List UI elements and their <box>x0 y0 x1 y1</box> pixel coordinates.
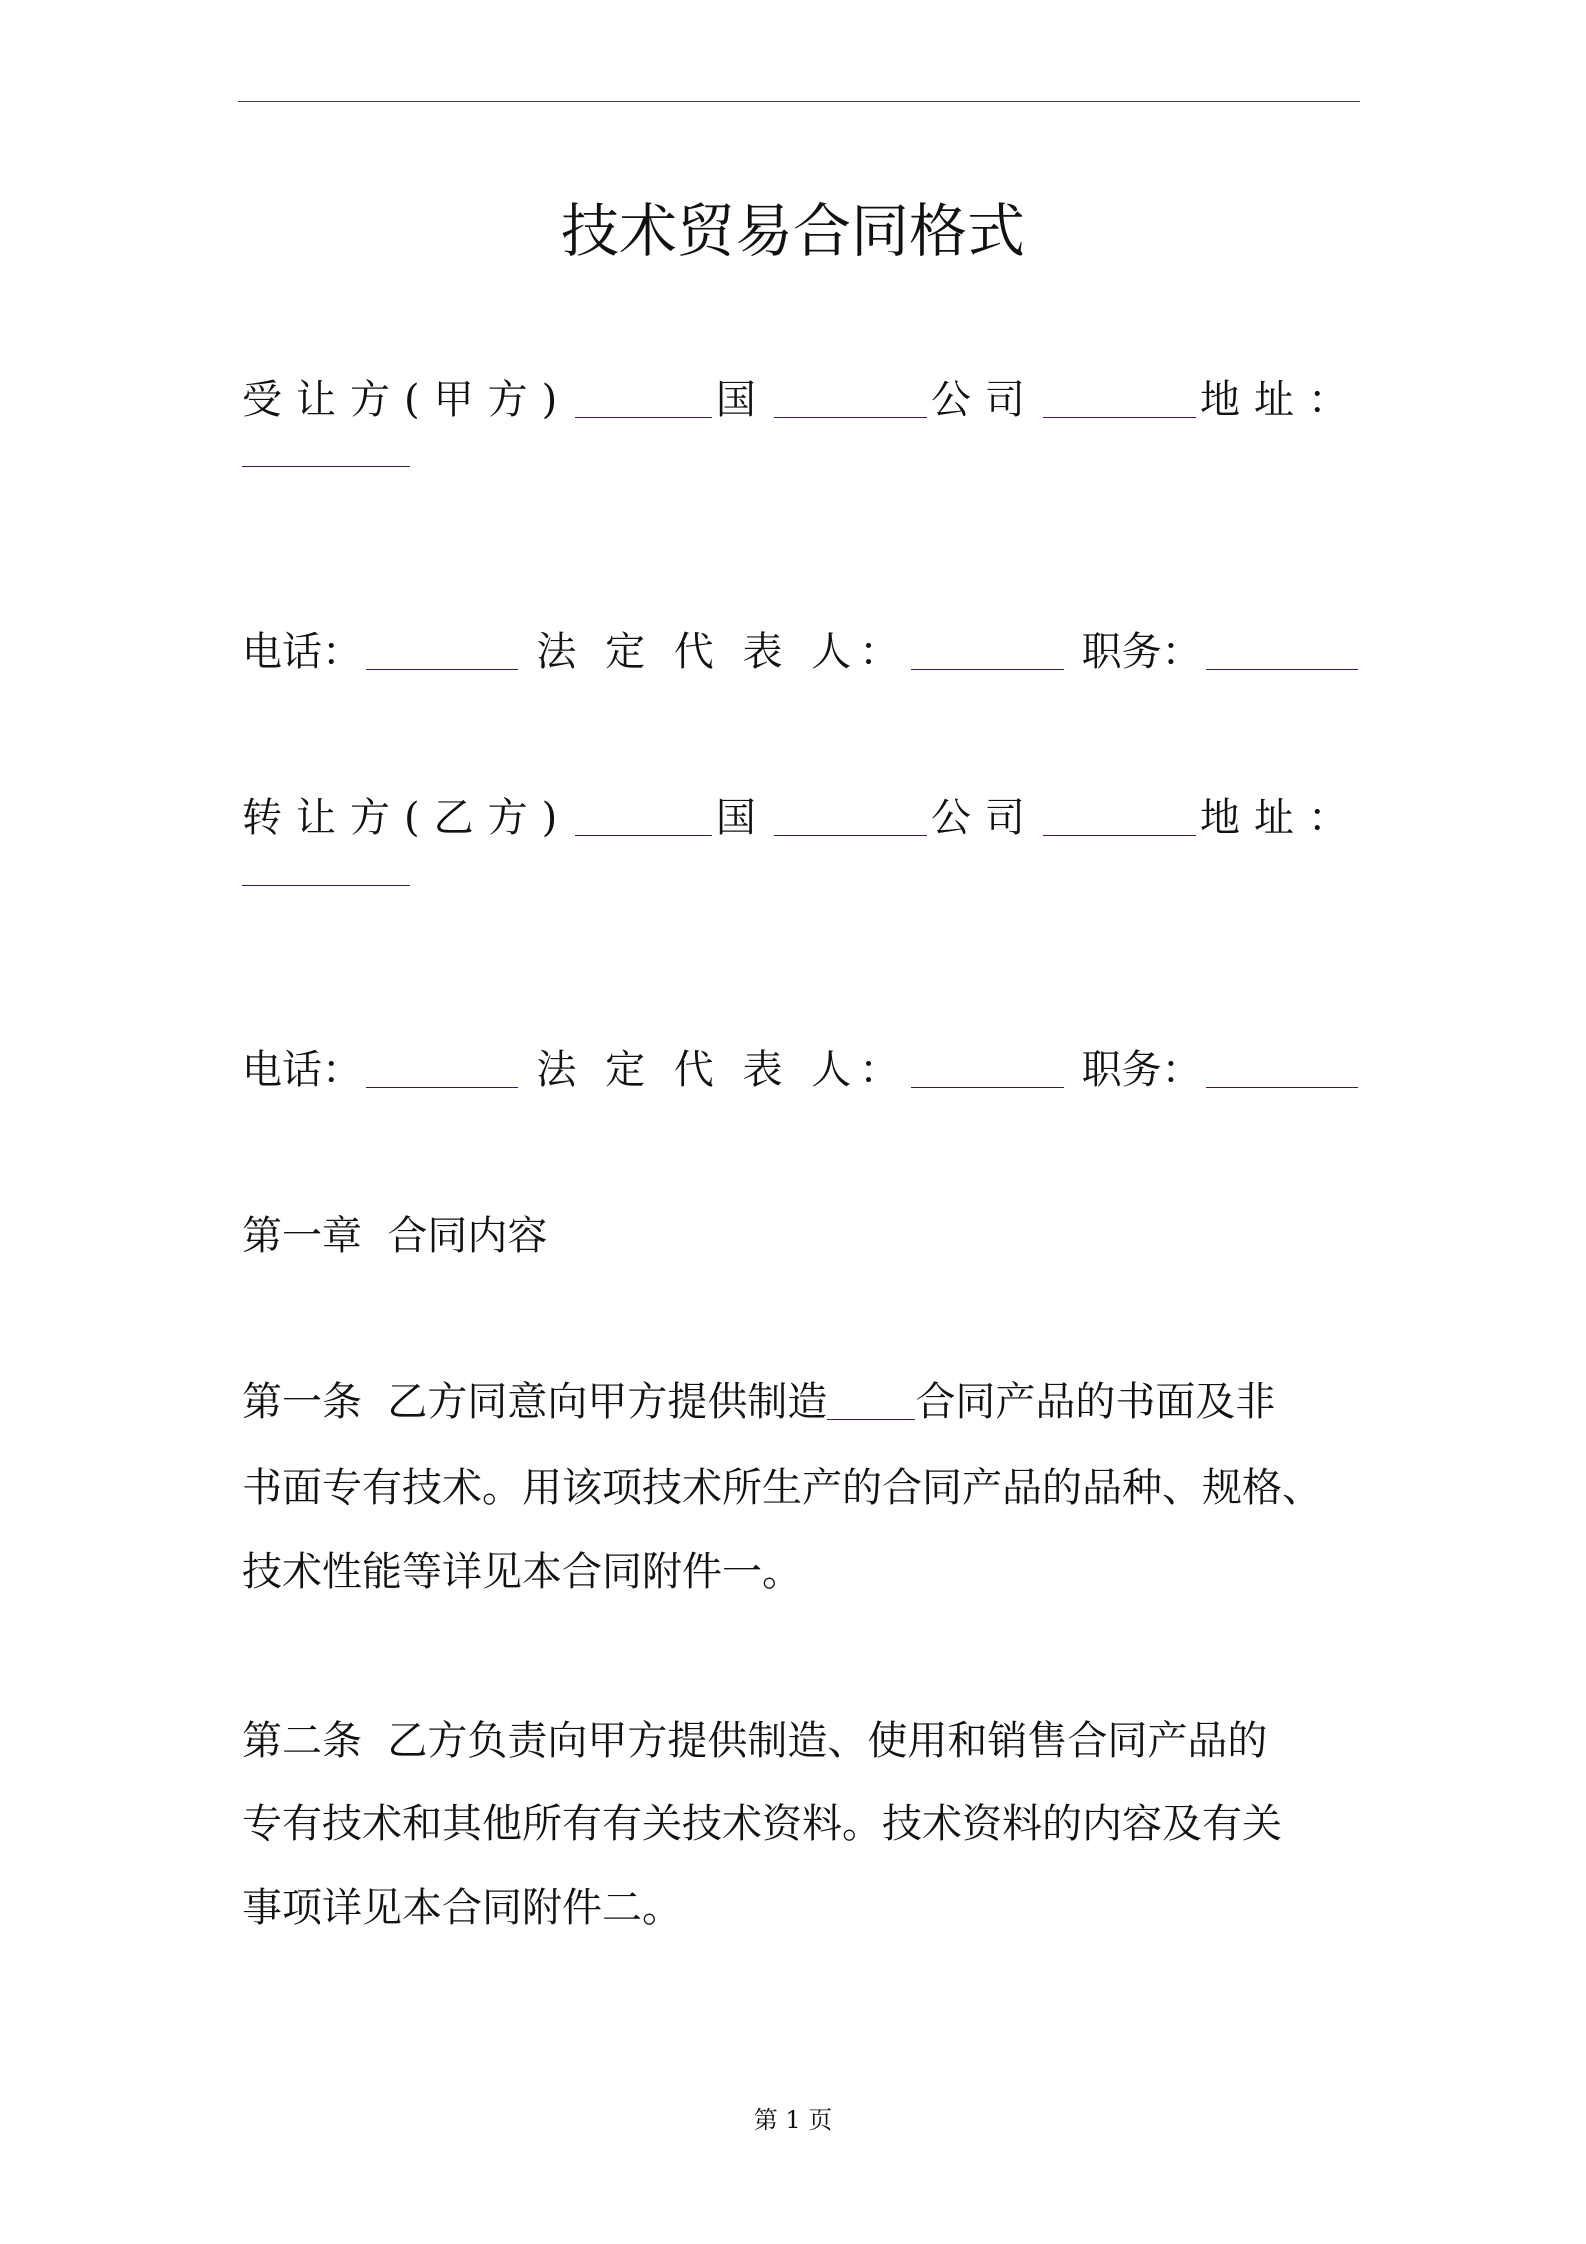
blank-field[interactable] <box>1043 417 1196 418</box>
article-2-line-3: 事项详见本合同附件二。 <box>242 1885 682 1931</box>
rep-label: 法 定 代 表 人： <box>536 629 908 675</box>
text: 第一条 乙方同意向甲方提供制造 <box>242 1379 828 1425</box>
title-label: 职务： <box>1081 629 1202 675</box>
blank-field[interactable] <box>575 835 712 836</box>
party-a-address-line <box>242 466 1362 477</box>
country-label: 国 <box>715 795 770 841</box>
phone-label: 电话： <box>242 629 362 675</box>
blank-field[interactable] <box>575 417 712 418</box>
chapter-heading: 第一章 合同内容 <box>242 1213 548 1259</box>
address-label: 地址： <box>1200 377 1362 423</box>
article-1-line-2: 书面专有技术。用该项技术所生产的合同产品的品种、规格、 <box>242 1465 1322 1511</box>
blank-field[interactable] <box>242 466 410 467</box>
party-b-contact-line <box>242 1042 1362 1098</box>
country-label: 国 <box>715 377 770 423</box>
address-label: 地址： <box>1200 795 1362 841</box>
document-title: 技术贸易合同格式 <box>560 197 1025 265</box>
header-rule <box>238 101 1360 102</box>
blank-field[interactable] <box>1206 669 1358 670</box>
blank-field[interactable] <box>366 1087 518 1088</box>
rep-label: 法 定 代 表 人： <box>536 1047 908 1093</box>
party-b-label: 转让方(乙方) <box>242 795 572 841</box>
blank-field[interactable] <box>911 669 1063 670</box>
blank-field[interactable] <box>774 835 927 836</box>
article-1-line-1 <box>242 1374 1362 1430</box>
blank-field[interactable] <box>911 1087 1063 1088</box>
article-1-line-3: 技术性能等详见本合同附件一。 <box>242 1549 802 1595</box>
company-label: 公司 <box>930 795 1039 841</box>
page-number: 第 1 页 <box>753 2106 833 2134</box>
phone-label: 电话： <box>242 1047 362 1093</box>
party-a-line <box>242 372 1362 428</box>
party-b-line <box>242 790 1362 846</box>
blank-field[interactable] <box>1206 1087 1358 1088</box>
article-2-line-1: 第二条 乙方负责向甲方提供制造、使用和销售合同产品的 <box>242 1718 1268 1764</box>
blank-field[interactable] <box>366 669 518 670</box>
title-label: 职务： <box>1081 1047 1202 1093</box>
company-label: 公司 <box>930 377 1039 423</box>
text: 合同产品的书面及非 <box>915 1379 1276 1425</box>
party-a-label: 受让方(甲方) <box>242 377 572 423</box>
blank-field[interactable] <box>242 885 410 886</box>
party-b-address-line <box>242 885 1362 896</box>
article-2-line-2: 专有技术和其他所有有关技术资料。技术资料的内容及有关 <box>242 1801 1282 1847</box>
blank-field[interactable] <box>827 1419 915 1420</box>
party-a-contact-line <box>242 624 1362 680</box>
blank-field[interactable] <box>1043 835 1196 836</box>
blank-field[interactable] <box>774 417 927 418</box>
